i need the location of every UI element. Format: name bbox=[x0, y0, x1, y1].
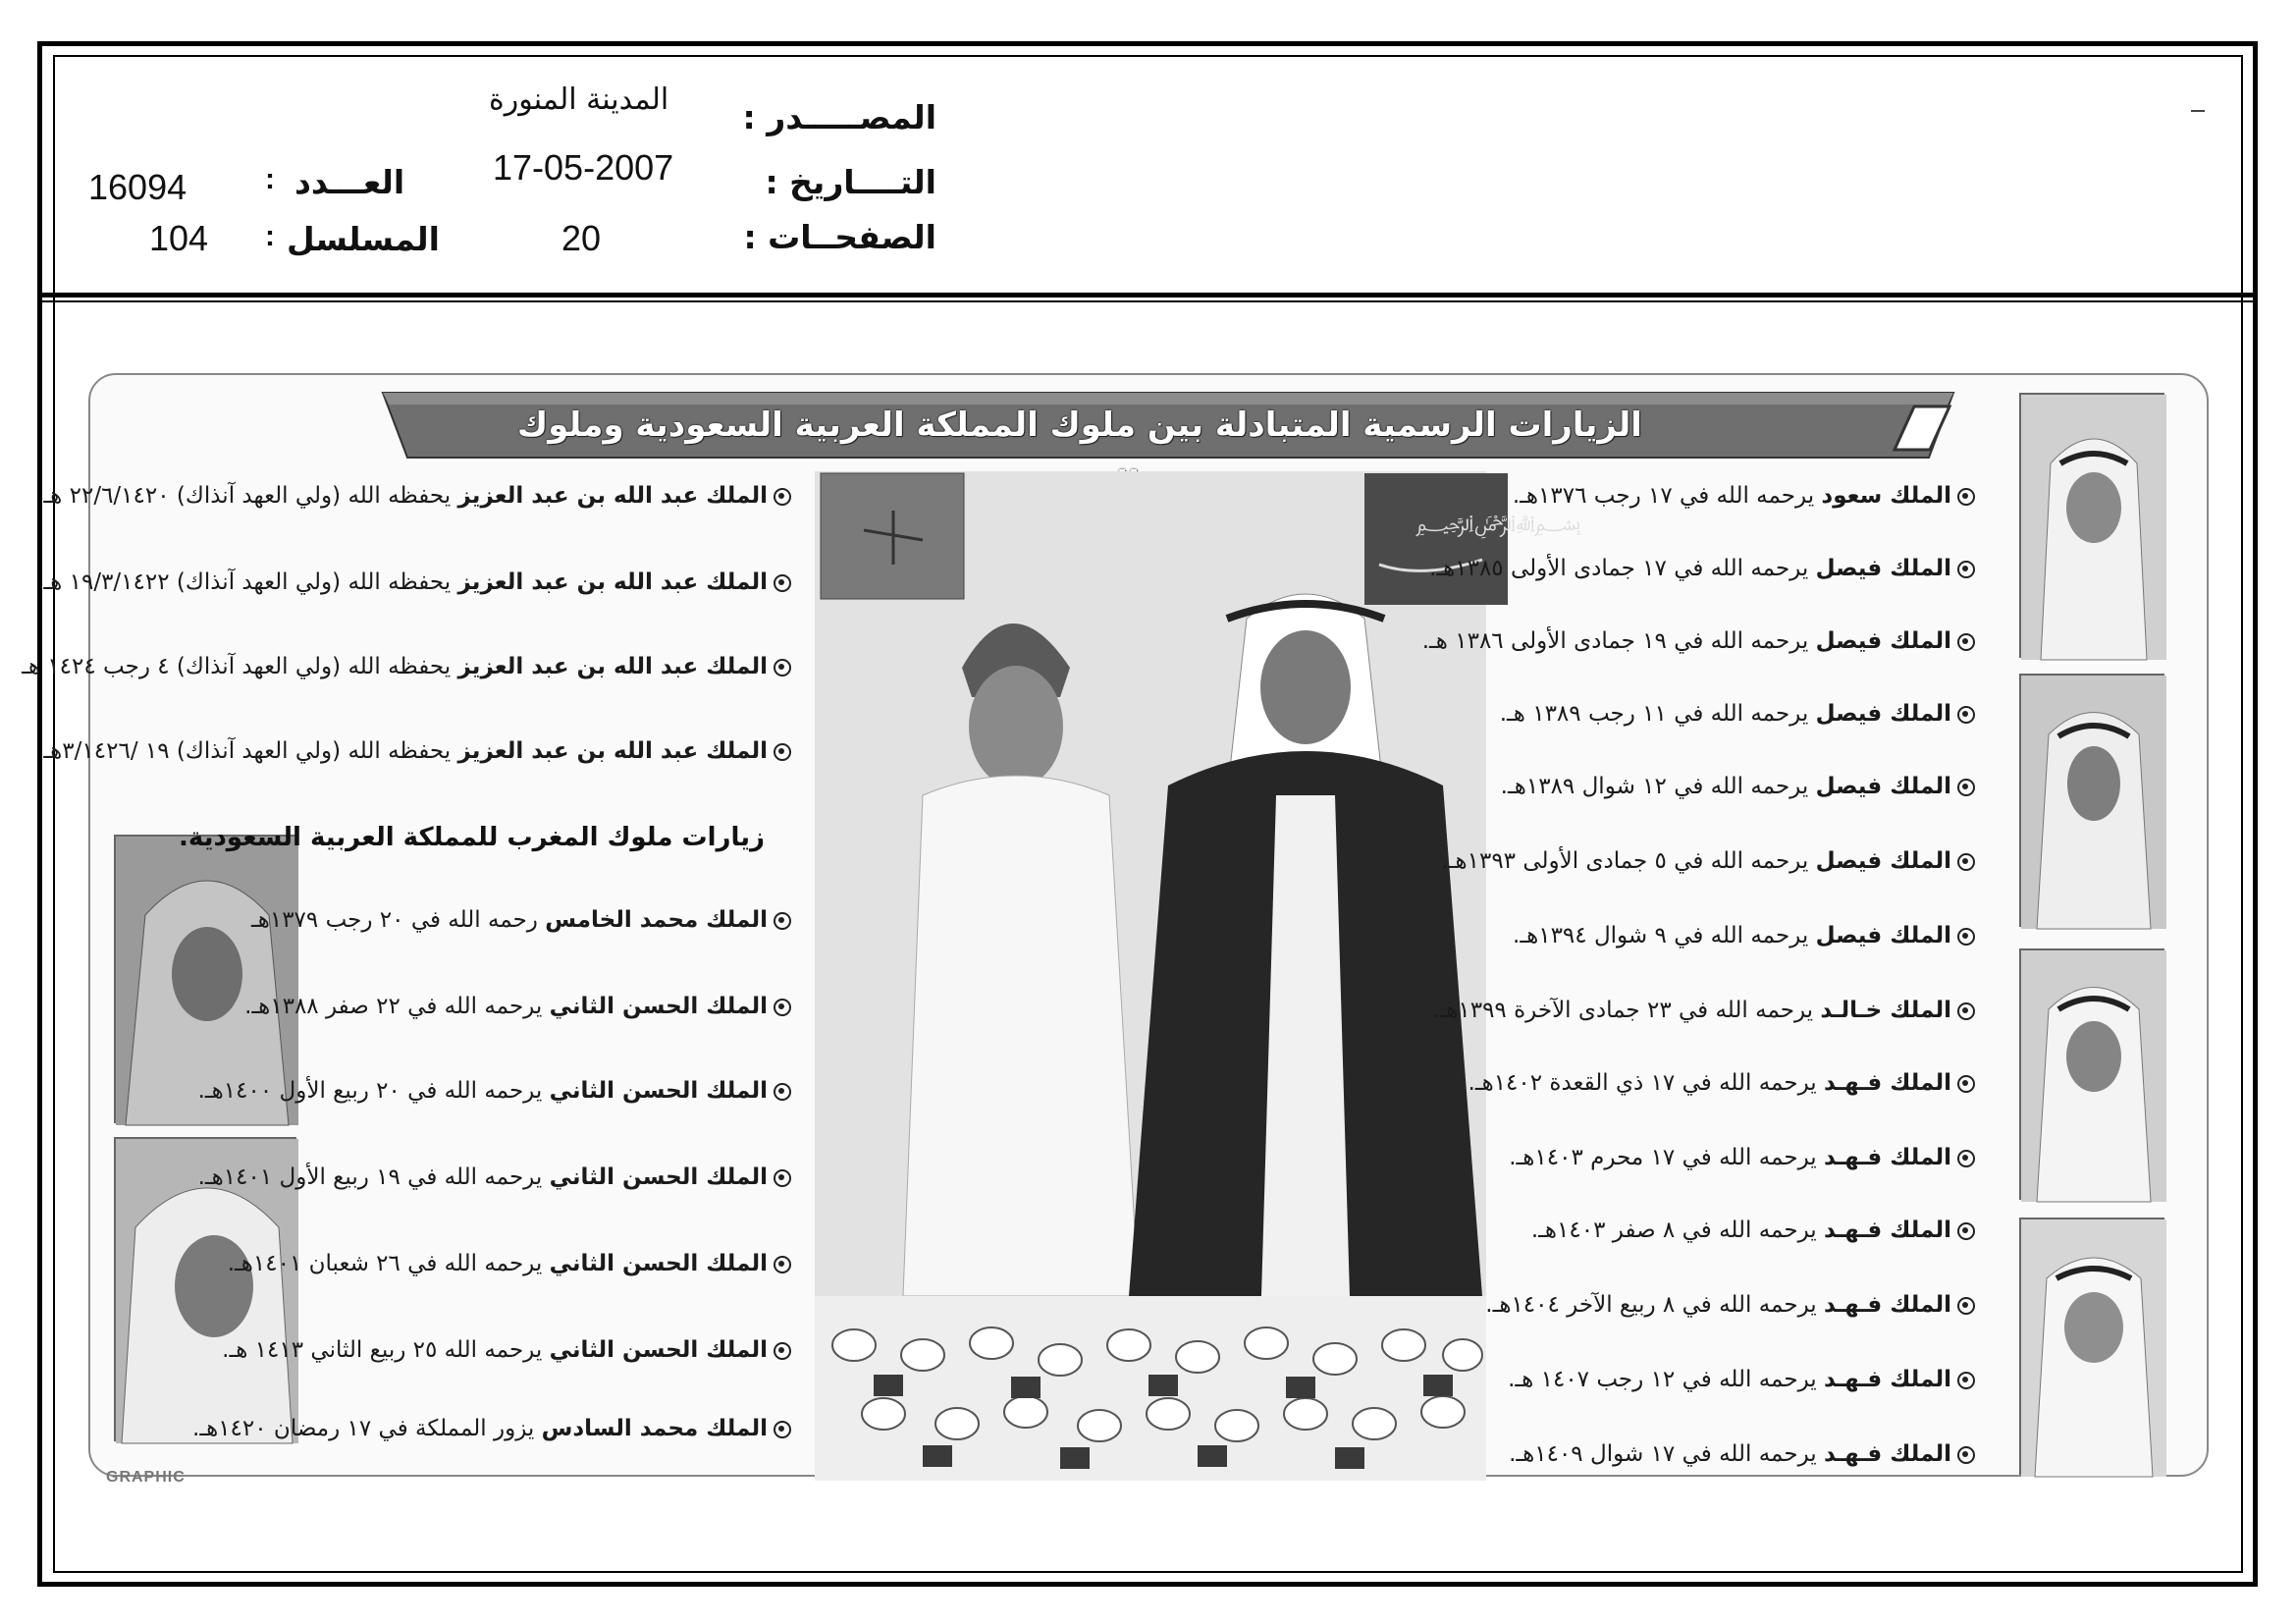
king-name: الملك فـهـد bbox=[1823, 1367, 1951, 1392]
king-name: الملك خـالـد bbox=[1820, 998, 1951, 1023]
king-name: الملك فـهـد bbox=[1823, 1145, 1951, 1170]
bullet-icon bbox=[774, 912, 791, 930]
king-name: الملك فيصل bbox=[1815, 774, 1951, 799]
king-name: الملك سعود bbox=[1821, 483, 1951, 509]
bullet-icon bbox=[1957, 1446, 1975, 1464]
visit-date: يحفظه الله (ولي العهد آنذاك) ١٩/٣/١٤٢٢ هـ bbox=[43, 569, 452, 595]
visit-date: يرحمه الله في ١٩ جمادى الأولى ١٣٨٦ هـ. bbox=[1421, 628, 1809, 654]
list-item bbox=[198, 1164, 791, 1190]
visit-date: يزور المملكة في ١٧ رمضان ١٤٢٠هـ. bbox=[192, 1416, 535, 1441]
visit-date: يرحمه الله في ١١ رجب ١٣٨٩ هـ. bbox=[1499, 701, 1809, 727]
king-name: الملك فيصل bbox=[1815, 628, 1951, 654]
bullet-icon bbox=[774, 1083, 791, 1101]
visit-date: يرحمه الله في ٢٦ شعبان ١٤٠١هـ. bbox=[227, 1251, 543, 1276]
visit-date: يرحمه الله في ٩ شوال ١٣٩٤هـ. bbox=[1513, 923, 1809, 948]
bullet-icon bbox=[1957, 779, 1975, 796]
list-item bbox=[222, 1337, 791, 1363]
article-title: الزيارات الرسمية المتبادلة بين ملوك المملكة العربية السعودية وملوك bbox=[517, 406, 1642, 445]
bullet-icon bbox=[1957, 1372, 1975, 1389]
bullet-icon bbox=[1957, 488, 1975, 506]
bullet-icon bbox=[1957, 561, 1975, 578]
king-name: الملك فـهـد bbox=[1823, 1218, 1951, 1243]
morocco-visits-heading: زيارات ملوك المغرب للمملكة العربية السعودية. bbox=[179, 823, 765, 852]
visit-date: يرحمه الله في ٢٣ جمادى الآخرة ١٣٩٩هـ. bbox=[1432, 998, 1814, 1023]
visit-date: يرحمه الله في ٨ صفر ١٤٠٣هـ. bbox=[1530, 1218, 1817, 1243]
issue-value: 16094 bbox=[88, 167, 187, 207]
visit-date: يرحمه الله في ١٧ جمادى الأولى ١٣٨٥هـ. bbox=[1429, 556, 1809, 581]
bullet-icon bbox=[1957, 706, 1975, 724]
list-item bbox=[1508, 1367, 1975, 1392]
visit-date: يرحمه الله في ١٧ شوال ١٤٠٩هـ. bbox=[1509, 1441, 1817, 1467]
bullet-icon bbox=[774, 1169, 791, 1187]
king-name: الملك عبد الله بن عبد العزيز bbox=[457, 569, 768, 595]
list-item bbox=[228, 1251, 791, 1276]
list-item bbox=[1531, 1218, 1975, 1243]
list-item bbox=[22, 654, 791, 679]
bullet-icon bbox=[1957, 1297, 1975, 1315]
visit-date: يرحمه الله في ١٩ ربيع الأول ١٤٠١هـ. bbox=[197, 1164, 543, 1190]
list-item bbox=[43, 483, 791, 509]
corner-mark bbox=[2191, 110, 2205, 112]
list-item bbox=[251, 907, 791, 933]
portrait-king-khalid bbox=[2019, 948, 2164, 1200]
list-item bbox=[1422, 628, 1975, 654]
date-label: التــــاريخ : bbox=[765, 163, 936, 201]
king-name: الملك الحسن الثاني bbox=[549, 1337, 768, 1363]
source-label: المصـــــدر : bbox=[742, 98, 936, 136]
list-item bbox=[244, 994, 791, 1019]
visit-date: يرحمه الله في ٢٢ صفر ١٣٨٨هـ. bbox=[244, 994, 543, 1019]
king-name: الملك عبد الله بن عبد العزيز bbox=[457, 654, 768, 679]
visit-date: يرحمه الله ٢٥ ربيع الثاني ١٤١٣ هـ. bbox=[222, 1337, 543, 1363]
list-item bbox=[1500, 701, 1975, 727]
portrait-king-saud bbox=[2019, 393, 2164, 658]
king-name: الملك فيصل bbox=[1815, 848, 1951, 874]
kings-photo bbox=[815, 471, 1581, 1481]
king-name: الملك فـهـد bbox=[1823, 1070, 1951, 1096]
bullet-icon bbox=[1957, 1002, 1975, 1020]
visit-date: يرحمه الله في ١٧ ذي القعدة ١٤٠٢هـ. bbox=[1468, 1070, 1817, 1096]
list-item bbox=[1509, 1145, 1975, 1170]
bullet-icon bbox=[1957, 1075, 1975, 1093]
bullet-icon bbox=[774, 743, 791, 761]
bullet-icon bbox=[774, 659, 791, 677]
bullet-icon bbox=[1957, 853, 1975, 871]
issue-colon: : bbox=[265, 163, 275, 195]
list-item bbox=[1485, 1292, 1975, 1318]
bullet-icon bbox=[1957, 1150, 1975, 1167]
visit-date: رحمه الله في ٢٠ رجب ١٣٧٩هـ bbox=[250, 907, 538, 933]
visit-date: يرحمه الله في ١٢ شوال ١٣٨٩هـ. bbox=[1500, 774, 1809, 799]
bullet-icon bbox=[774, 999, 791, 1016]
king-name: الملك محمد السادس bbox=[541, 1416, 768, 1441]
king-name: الملك الحسن الثاني bbox=[549, 1078, 768, 1104]
visit-date: يرحمه الله في ٨ ربيع الآخر ١٤٠٤هـ. bbox=[1485, 1292, 1817, 1318]
portrait-king-faisal bbox=[2019, 674, 2164, 927]
portrait-king-fahd bbox=[2019, 1218, 2164, 1475]
visit-date: يرحمه الله في ٥ جمادى الأولى ١٣٩٣هـ. bbox=[1441, 848, 1809, 874]
list-item bbox=[43, 738, 791, 764]
list-item bbox=[1432, 998, 1975, 1023]
serial-value: 104 bbox=[149, 218, 209, 258]
list-item bbox=[1441, 848, 1975, 874]
visit-date: يرحمه الله في ١٢ رجب ١٤٠٧ هـ. bbox=[1508, 1367, 1817, 1392]
king-name: الملك الحسن الثاني bbox=[549, 1251, 768, 1276]
pages-value: 20 bbox=[561, 218, 602, 258]
visit-date: يحفظه الله (ولي العهد آنذاك) ٤ رجب ١٤٢٤ هـ bbox=[22, 654, 452, 679]
bullet-icon bbox=[774, 1421, 791, 1438]
visit-date: يحفظه الله (ولي العهد آنذاك) ١٩ /٣/١٤٢٦هـ bbox=[43, 738, 452, 764]
visit-date: يحفظه الله (ولي العهد آنذاك) ٢٢/٦/١٤٢٠ هـ bbox=[43, 483, 452, 509]
header-divider bbox=[37, 293, 2258, 302]
issue-label: العـــدد bbox=[294, 163, 405, 201]
list-item bbox=[1468, 1070, 1975, 1096]
visit-date: يرحمه الله في ٢٠ ربيع الأول ١٤٠٠هـ. bbox=[197, 1078, 543, 1104]
serial-label: المسلسل bbox=[287, 220, 440, 258]
list-item bbox=[1501, 774, 1975, 799]
bullet-icon bbox=[774, 1256, 791, 1273]
king-name: الملك محمد الخامس bbox=[545, 907, 768, 933]
list-item bbox=[198, 1078, 791, 1104]
king-name: الملك الحسن الثاني bbox=[549, 994, 768, 1019]
list-item bbox=[43, 569, 791, 595]
visit-date: يرحمه الله في ١٧ رجب ١٣٧٦هـ. bbox=[1512, 483, 1815, 509]
king-name: الملك فيصل bbox=[1815, 923, 1951, 948]
list-item bbox=[1513, 923, 1975, 948]
list-item bbox=[1509, 1441, 1975, 1467]
graphic-credit: GRAPHIC bbox=[106, 1469, 186, 1486]
list-item bbox=[1429, 556, 1975, 581]
list-item bbox=[1513, 483, 1975, 509]
bullet-icon bbox=[1957, 633, 1975, 651]
source-value: المدينة المنورة bbox=[489, 82, 669, 117]
bullet-icon bbox=[1957, 1222, 1975, 1240]
pages-label: الصفحــات : bbox=[743, 218, 936, 256]
king-name: الملك فـهـد bbox=[1823, 1292, 1951, 1318]
list-item bbox=[192, 1416, 791, 1441]
king-name: الملك فـهـد bbox=[1823, 1441, 1951, 1467]
king-name: الملك الحسن الثاني bbox=[549, 1164, 768, 1190]
serial-colon: : bbox=[265, 220, 275, 252]
king-name: الملك فيصل bbox=[1815, 556, 1951, 581]
bullet-icon bbox=[1957, 928, 1975, 946]
king-name: الملك فيصل bbox=[1815, 701, 1951, 727]
king-name: الملك عبد الله بن عبد العزيز bbox=[457, 738, 768, 764]
bullet-icon bbox=[774, 574, 791, 592]
date-value: 17-05-2007 bbox=[493, 147, 674, 188]
bullet-icon bbox=[774, 488, 791, 506]
visit-date: يرحمه الله في ١٧ محرم ١٤٠٣هـ. bbox=[1509, 1145, 1817, 1170]
king-name: الملك عبد الله بن عبد العزيز bbox=[457, 483, 768, 509]
title-slash-icon bbox=[1893, 403, 1951, 454]
bullet-icon bbox=[774, 1342, 791, 1360]
svg-text:﷽: ﷽ bbox=[1415, 512, 1581, 536]
